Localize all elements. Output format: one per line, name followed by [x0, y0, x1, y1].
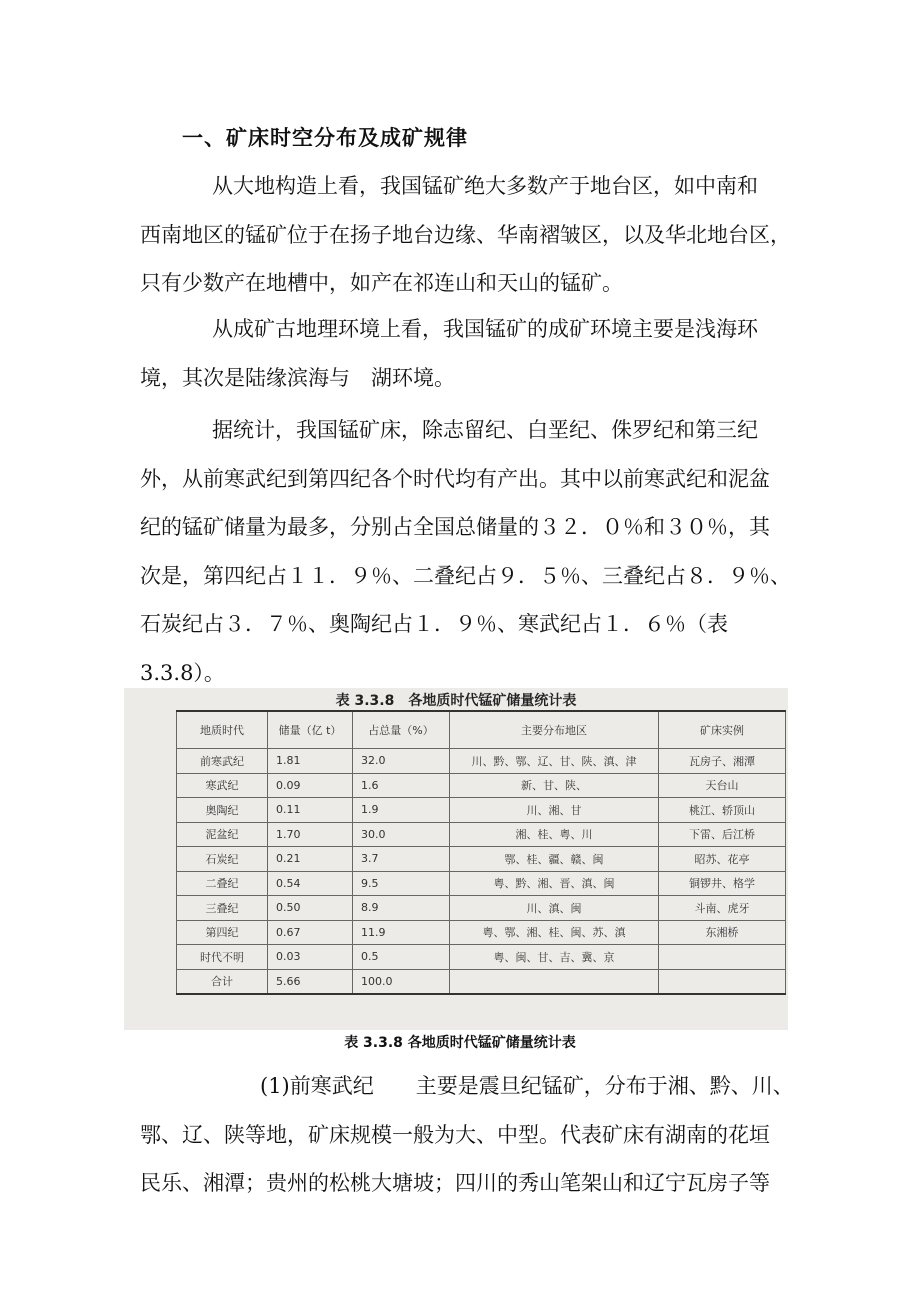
cell-reserves: 0.11 [268, 798, 353, 823]
cell-share: 9.5 [353, 871, 450, 896]
cell-share: 0.5 [353, 945, 450, 970]
cell-reserves: 5.66 [268, 969, 353, 994]
paragraph-line: 石炭纪占３．７％、奥陶纪占１．９％、寒武纪占１．６％（表 [140, 612, 728, 636]
paragraph-line: 3.3.8）。 [140, 660, 225, 685]
reserves-table-figure [124, 688, 788, 1030]
cell-examples: 铜锣井、格学 [659, 871, 786, 896]
cell-era: 泥盆纪 [177, 822, 268, 847]
table-caption: 表 3.3.8 各地质时代锰矿储量统计表 [344, 1035, 576, 1051]
cell-reserves: 0.21 [268, 847, 353, 872]
cell-era: 合计 [177, 969, 268, 994]
cell-regions: 鄂、桂、疆、赣、闽 [450, 847, 659, 872]
table-row [177, 847, 786, 872]
cell-share: 8.9 [353, 896, 450, 921]
cell-era: 石炭纪 [177, 847, 268, 872]
cell-share: 1.9 [353, 798, 450, 823]
table-row [177, 798, 786, 823]
paragraph-paleogeography [140, 305, 800, 402]
paragraph-line: (1)前寒武纪 主要是震旦纪锰矿，分布于湘、黔、川、 [260, 1074, 794, 1098]
table-row [177, 822, 786, 847]
cell-examples: 昭苏、花亭 [659, 847, 786, 872]
paragraph-line: 民乐、湘潭；贵州的松桃大塘坡；四川的秀山笔架山和辽宁瓦房子等 [140, 1171, 770, 1195]
cell-examples: 下雷、后江桥 [659, 822, 786, 847]
cell-share: 1.6 [353, 773, 450, 798]
paragraph-precambrian [140, 1062, 800, 1208]
cell-share: 32.0 [353, 749, 450, 774]
cell-share: 30.0 [353, 822, 450, 847]
cell-regions [450, 969, 659, 994]
table-row [177, 749, 786, 774]
cell-examples: 瓦房子、湘潭 [659, 749, 786, 774]
paragraph-line: 据统计，我国锰矿床，除志留纪、白垩纪、侏罗纪和第三纪 [212, 418, 758, 442]
figure-title: 表 3.3.8 各地质时代锰矿储量统计表 [335, 693, 577, 709]
reserves-table [176, 710, 786, 995]
header-share: 占总量（%） [353, 711, 450, 749]
cell-reserves: 1.81 [268, 749, 353, 774]
header-reserves: 储量（亿 t） [268, 711, 353, 749]
cell-era: 三叠纪 [177, 896, 268, 921]
cell-reserves: 0.50 [268, 896, 353, 921]
cell-era: 寒武纪 [177, 773, 268, 798]
cell-share: 3.7 [353, 847, 450, 872]
paragraph-line: 境，其次是陆缘滨海与 湖环境。 [140, 365, 455, 390]
cell-regions: 粤、鄂、湘、桂、闽、苏、滇 [450, 920, 659, 945]
paragraph-line: 次是，第四纪占１１．９％、二叠纪占９．５％、三叠纪占８．９％、 [140, 563, 791, 588]
header-examples: 矿床实例 [659, 711, 786, 749]
table-row [177, 773, 786, 798]
table-row [177, 896, 786, 921]
table-row [177, 945, 786, 970]
paragraph-line: 外，从前寒武纪到第四纪各个时代均有产出。其中以前寒武纪和泥盆 [140, 466, 770, 491]
cell-regions: 川、滇、闽 [450, 896, 659, 921]
cell-examples: 桃江、轿顶山 [659, 798, 786, 823]
cell-regions: 川、湘、甘 [450, 798, 659, 823]
cell-share: 11.9 [353, 920, 450, 945]
cell-era: 第四纪 [177, 920, 268, 945]
paragraph-tectonics [140, 162, 800, 308]
cell-share: 100.0 [353, 969, 450, 994]
cell-reserves: 0.67 [268, 920, 353, 945]
cell-reserves: 0.54 [268, 871, 353, 896]
cell-regions: 粤、黔、湘、晋、滇、闽 [450, 871, 659, 896]
section-heading: 一、矿床时空分布及成矿规律 [182, 126, 468, 150]
cell-reserves: 0.09 [268, 773, 353, 798]
table-row [177, 871, 786, 896]
cell-era: 二叠纪 [177, 871, 268, 896]
cell-examples: 斗南、虎牙 [659, 896, 786, 921]
paragraph-line: 从成矿古地理环境上看，我国锰矿的成矿环境主要是浅海环 [212, 317, 758, 341]
cell-regions: 川、黔、鄂、辽、甘、陕、滇、津 [450, 749, 659, 774]
cell-regions: 粤、闽、甘、吉、冀、京 [450, 945, 659, 970]
header-regions: 主要分布地区 [450, 711, 659, 749]
paragraph-line: 只有少数产在地槽中，如产在祁连山和天山的锰矿。 [140, 271, 623, 295]
cell-era: 时代不明 [177, 945, 268, 970]
cell-examples: 东湘桥 [659, 920, 786, 945]
cell-era: 前寒武纪 [177, 749, 268, 774]
header-era: 地质时代 [177, 711, 268, 749]
paragraph-line: 从大地构造上看，我国锰矿绝大多数产于地台区，如中南和 [212, 174, 758, 198]
cell-reserves: 0.03 [268, 945, 353, 970]
cell-examples [659, 945, 786, 970]
cell-era: 奥陶纪 [177, 798, 268, 823]
table-row [177, 920, 786, 945]
cell-regions: 湘、桂、粤、川 [450, 822, 659, 847]
cell-examples: 天台山 [659, 773, 786, 798]
table-header-row [177, 711, 786, 749]
paragraph-line: 鄂、辽、陕等地，矿床规模一般为大、中型。代表矿床有湖南的花垣 [140, 1122, 770, 1147]
cell-reserves: 1.70 [268, 822, 353, 847]
cell-regions: 新、甘、陕、 [450, 773, 659, 798]
cell-examples [659, 969, 786, 994]
paragraph-line: 西南地区的锰矿位于在扬子地台边缘、华南褶皱区，以及华北地台区， [140, 222, 791, 247]
paragraph-statistics [140, 406, 800, 697]
table-row [177, 969, 786, 994]
paragraph-line: 纪的锰矿储量为最多，分别占全国总储量的３２．０％和３０％，其 [140, 515, 770, 539]
